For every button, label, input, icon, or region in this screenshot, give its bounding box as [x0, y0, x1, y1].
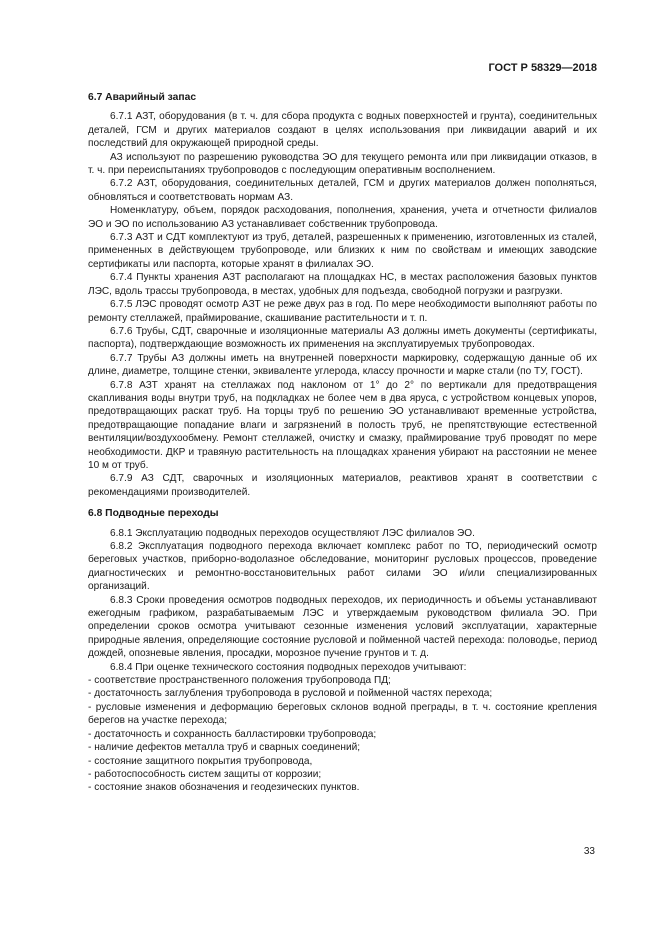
paragraph: 6.7.9 АЗ СДТ, сварочных и изоляционных материалов, реактивов хранят в соответствии с рекомендациями производителей. — [88, 473, 597, 498]
list-marker: - — [88, 675, 92, 687]
condition-criteria-list — [88, 674, 597, 795]
paragraph: 6.7.2 АЗТ, оборудования, соединительных деталей, ГСМ и других материалов должен пополняться, обновляться и соответствовать нормам АЗ. — [88, 178, 597, 203]
list-item-text: достаточность заглубления трубопровода в русловой и пойменной частях перехода; — [94, 688, 493, 700]
list-item — [88, 755, 597, 768]
section-6-8-body — [88, 527, 597, 674]
section-title-6-8: 6.8 Подводные переходы — [88, 508, 219, 520]
list-marker: - — [88, 782, 92, 794]
list-item-text: русловые изменения и деформацию береговых склонов водной преграды, в т. ч. состояние крепления берегов на участке перехода; — [88, 701, 597, 727]
list-item-text: наличие дефектов металла труб и сварных соединений; — [94, 742, 361, 754]
paragraph: 6.7.4 Пункты хранения АЗТ располагают на площадках НС, в местах расположения базовых пунктов ЛЭС, вдоль трассы трубопровода, в местах, удобных для подъезда, свободной погрузки и разгрузки. — [88, 272, 597, 297]
paragraph: 6.7.5 ЛЭС проводят осмотр АЗТ не реже двух раз в год. По мере необходимости выполняют работы по ремонту стеллажей, праймирование, скашивание растительности и т. п. — [88, 299, 597, 324]
list-marker: - — [88, 755, 92, 767]
list-item-text: состояние знаков обозначения и геодезических пунктов. — [94, 782, 360, 794]
paragraph: 6.7.7 Трубы АЗ должны иметь на внутренней поверхности маркировку, содержащую данные об их длине, диаметре, толщине стенки, эквиваленте углерода, классу прочности и марке стали (по ТУ, ГОСТ). — [88, 352, 597, 378]
section-title-6-7: 6.7 Аварийный запас — [88, 92, 197, 103]
list-item — [88, 781, 597, 794]
list-item — [88, 741, 597, 754]
paragraph: 6.7.3 АЗТ и СДТ комплектуют из труб, деталей, разрешенных к применению, изготовленных из сталей, примененных в действующем трубопроводе, или близких к ним по свойствам и имеющих заводские сертификаты или паспорта, которые хранят в филиалах ЭО. — [88, 232, 597, 270]
list-item — [88, 728, 597, 741]
list-marker: - — [88, 688, 92, 700]
list-marker: - — [88, 701, 92, 713]
list-item — [88, 687, 597, 700]
list-item — [88, 768, 597, 781]
document-body — [88, 91, 597, 795]
standard-header: ГОСТ Р 58329—2018 — [488, 62, 597, 74]
paragraph: 6.7.6 Трубы, СДТ, сварочные и изоляционные материалы АЗ должны иметь документы (сертификаты, паспорта), подтверждающие возможность их применения на эксплуатируемых трубопроводах. — [88, 325, 597, 351]
list-item — [88, 674, 597, 687]
section-6-7-body — [88, 110, 597, 499]
paragraph: 6.8.3 Сроки проведения осмотров подводных переходов, их периодичность и объемы устанавливают ежегодным графиком, разрабатываемым ЛЭС и утверждаемым руководством филиала ЭО. При определении сроков осмотра учитывают сезонные изменения условий эксплуатации, характерные природные явления, определяющие состояние русловой и пойменной частей перехода: половодье, период дождей, опозневые явления, просадки, морозное пучение грунтов и т. д. — [88, 594, 597, 660]
page-number: 33 — [583, 846, 595, 857]
paragraph: 6.8.4 При оценке технического состояния подводных переходов учитывают: — [110, 661, 467, 673]
list-marker: - — [88, 768, 92, 780]
list-item-text: работоспособность систем защиты от коррозии; — [94, 768, 322, 780]
list-item-text: достаточность и сохранность балластировки трубопровода; — [94, 728, 377, 740]
list-item-text: соответствие пространственного положения трубопровода ПД; — [94, 675, 391, 687]
list-item — [88, 701, 597, 728]
paragraph: АЗ используют по разрешению руководства ЭО для текущего ремонта или при ликвидации отказов, в т. ч. при переиспытаниях трубопроводов с последующим оперативным восполнением. — [88, 151, 597, 177]
paragraph: 6.8.1 Эксплуатацию подводных переходов осуществляют ЛЭС филиалов ЭО. — [110, 527, 475, 539]
paragraph: 6.7.8 АЗТ хранят на стеллажах под наклоном от 1° до 2° по вертикали для предотвращения скапливания воды внутри труб, на подкладках не более чем в два яруса, с устройством концевых упоров, предотвращающих раскат труб. На торцы труб по решению ЭО устанавливают временные устройства, предотвращающие попадание влаги и загрязнений в полость труб, не препятствующие естественной вентиляции/воздухообмену. Ремонт стеллажей, очистку и смазку, праймирование труб проводят по мере необходимости. ДКР и травяную растительность на площадках хранения убирают на расстоянии не менее 10 м от труб. — [88, 379, 597, 471]
list-marker: - — [88, 742, 92, 754]
paragraph: 6.7.1 АЗТ, оборудования (в т. ч. для сбора продукта с водных поверхностей и грунта), соединительных деталей, ГСМ и других материалов создают в целях использования при ликвидации аварий и их последствий для окружающей природной среды. — [88, 111, 597, 150]
paragraph: 6.8.2 Эксплуатация подводного перехода включает комплекс работ по ТО, периодический осмотр береговых участков, приборно-водолазное обследование, мониторинг русловых процессов, проведение диагностических и ремонтно-восстановительных работ силами ЭО и/или специализированных организаций. — [88, 541, 597, 593]
list-marker: - — [88, 728, 92, 740]
list-item-text: состояние защитного покрытия трубопровода, — [94, 755, 313, 767]
paragraph: Номенклатуру, объем, порядок расходования, пополнения, хранения, учета и отчетности филиалов ЭО и ЭО по использованию АЗ устанавливает собственник трубопровода. — [88, 205, 597, 230]
